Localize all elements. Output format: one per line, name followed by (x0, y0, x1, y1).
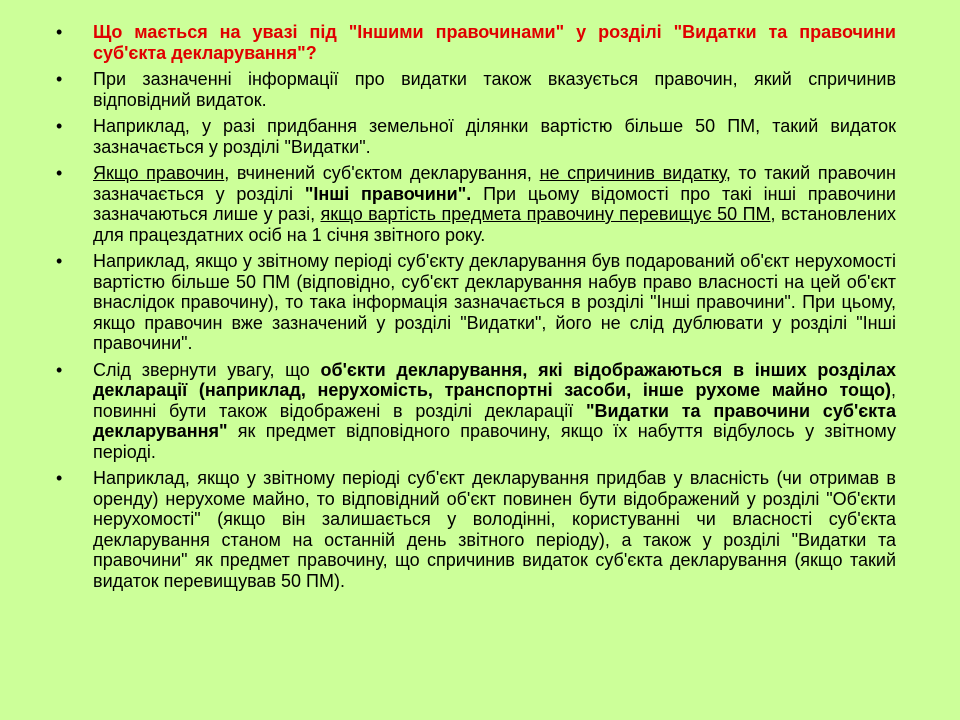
bullet-item (56, 163, 896, 245)
text-segment: Наприклад, якщо у звітному періоді суб'єкту декларування був подарований об'єкт нерухомості вартістю більше 50 ПМ (відповідно, суб'єкт декларування набув право власності на цей об'єкт внаслідок правочину), то така інформація зазначається в розділі "Інші правочини". При цьому, якщо правочин вже зазначений у розділі "Видатки", його не слід дублювати у розділі "Інші правочини". (93, 251, 896, 353)
text-segment: , встановлених для працездатних осіб на 1 січня звітного року. (93, 204, 896, 245)
bullet-icon: • (56, 163, 63, 183)
bullet-icon: • (56, 22, 63, 42)
text-segment: При цьому відомості про такі інші правочини зазначаються лише у разі, (93, 183, 896, 224)
text-segment: якщо вартість предмета правочину перевищує 50 ПМ (320, 204, 771, 224)
bullet-item (56, 69, 896, 110)
bullet-icon: • (56, 69, 63, 89)
text-segment: Наприклад, якщо у звітному періоді суб'єкт декларування придбав у власність (чи отримав в оренду) нерухоме майно, то відповідний об'єкт повинен бути відображений у розділі "Об'єкти нерухомості" (якщо він залишається у володінні, користуванні чи власності суб'єкта декларування станом на останній день звітного періоду), а також у розділі "Видатки та правочини" як предмет правочину, що спричинив видаток суб'єкта декларування (якщо такий видаток перевищував 50 ПМ). (93, 468, 896, 591)
text-segment: Що мається на увазі під "Іншими правочинами" у розділі "Видатки та правочини суб'єкта декларування"? (93, 22, 896, 63)
bullet-list (56, 22, 896, 591)
bullet-item (56, 22, 896, 63)
text-segment: "Видатки та правочини суб'єкта декларування" (93, 400, 896, 441)
text-segment: , то такий правочин зазначається у розділі (93, 163, 896, 204)
text-segment: Якщо правочин (93, 163, 225, 183)
bullet-icon: • (56, 251, 63, 271)
text-segment: "Інші правочини". (304, 183, 472, 204)
bullet-item (56, 251, 896, 354)
text-segment: Слід звернути увагу, що (93, 359, 321, 380)
bullet-item (56, 116, 896, 157)
bullet-item (56, 360, 896, 463)
text-segment: При зазначенні інформації про видатки також вказується правочин, який спричинив відповідний видаток. (93, 69, 896, 110)
text-segment: не спричинив видатку (539, 163, 726, 183)
text-segment: , повинні бути також відображені в розділі декларації (93, 380, 896, 421)
bullet-icon: • (56, 116, 63, 136)
text-segment: як предмет відповідного правочину, якщо їх набуття відбулось у звітному періоді. (93, 421, 896, 462)
text-segment: об'єкти декларування, які відображаються в інших розділах декларації (наприклад, нерухомість, транспортні засоби, інше рухоме майно тощо) (93, 359, 897, 400)
bullet-icon: • (56, 468, 63, 488)
text-segment: , вчинений суб'єктом декларування, (224, 163, 540, 183)
bullet-item (56, 468, 896, 591)
bullet-icon: • (56, 359, 63, 380)
text-segment: Наприклад, у разі придбання земельної ділянки вартістю більше 50 ПМ, такий видаток зазначається у розділі "Видатки". (93, 116, 896, 157)
